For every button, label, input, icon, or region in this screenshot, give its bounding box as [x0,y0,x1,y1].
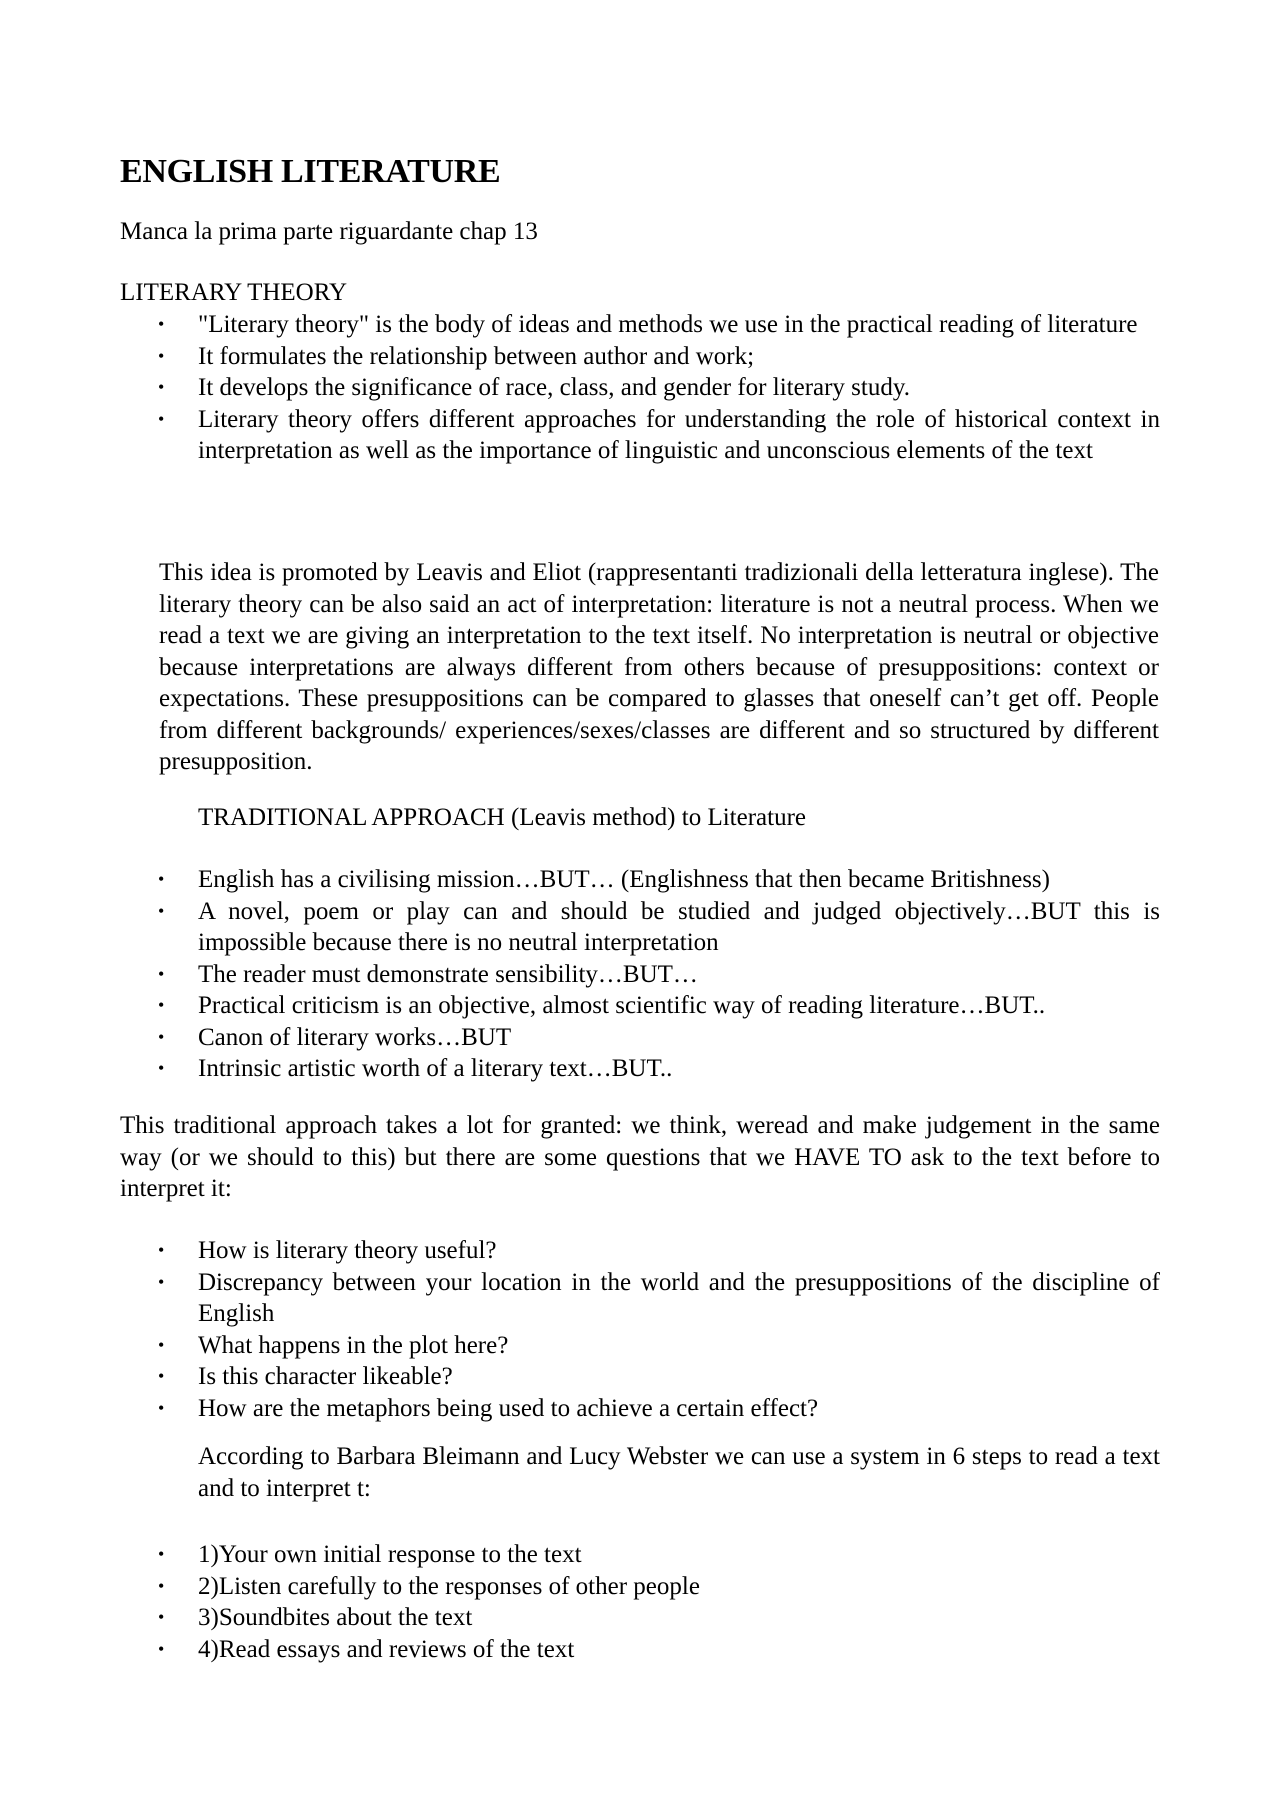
list-item-text: How are the metaphors being used to achieve a certain effect? [198,1394,819,1422]
bullet-icon: • [158,1334,165,1355]
list-item-text: 2)Listen carefully to the responses of other people [198,1572,700,1600]
bullet-icon: • [158,314,165,334]
list-item [120,1330,1160,1362]
bullet-icon: • [158,900,165,921]
bullet-icon: • [158,1607,165,1627]
traditional-approach-paragraph: This traditional approach takes a lot for granted: we think, weread and make judgement in the same way (or we should to this) but there are some questions that we HAVE TO ask to the text before to interpret it: [120,1112,1160,1202]
bullet-icon: • [158,1058,165,1078]
bullet-icon: • [158,1397,165,1418]
list-item-text: What happens in the plot here? [198,1331,509,1359]
bullet-icon: • [158,1366,165,1386]
list-item [120,990,1160,1022]
bullet-icon: • [158,1638,165,1659]
bullet-icon: • [158,408,165,429]
list-item [120,1267,1160,1330]
steps-list [120,1539,1160,1665]
bullet-icon: • [158,377,165,397]
bullet-icon: • [158,1271,165,1292]
bullet-icon: • [158,1026,165,1047]
list-item [120,959,1160,991]
bullet-icon: • [158,995,165,1015]
list-item-text: 1)Your own initial response to the text [198,1541,582,1568]
list-item [120,341,1160,373]
bullet-icon: • [158,963,165,984]
list-item-text: Canon of literary works…BUT [198,1023,512,1051]
list-item [120,1539,1160,1571]
list-item-text: Intrinsic artistic worth of a literary text…BUT.. [198,1055,673,1082]
list-item [120,896,1160,959]
literary-theory-paragraph: This idea is promoted by Leavis and Eliot (rappresentanti tradizionali della letteratura inglese). The literary theory can be also said an act of interpretation: literature is not a neutral process. When we read a text we are giving an interpretation to the text itself. No interpretation is neutral or objective because interpretations are always different from others because of presuppositions: context or expectations. These presuppositions can be compared to glasses that oneself can’t get off. People from different backgrounds/ experiences/sexes/classes are different and so structured by different presupposition. [159,559,1159,775]
list-item [120,372,1160,404]
list-item-text: 3)Soundbites about the text [198,1604,473,1631]
list-item-text: 4)Read essays and reviews of the text [198,1635,575,1663]
list-item-text: It formulates the relationship between author and work; [198,342,755,370]
list-item [120,404,1160,467]
traditional-approach-list [120,864,1160,1085]
list-item [120,1053,1160,1085]
section-heading-traditional-approach: TRADITIONAL APPROACH (Leavis method) to Literature [198,804,806,831]
list-item [120,1393,1160,1425]
list-item-text: Discrepancy between your location in the world and the presuppositions of the discipline of English [198,1268,1160,1327]
list-item-text: How is literary theory useful? [198,1237,497,1264]
note-text: Manca la prima parte riguardante chap 13 [120,218,538,245]
list-item-text: "Literary theory" is the body of ideas and methods we use in the practical reading of literature [198,311,1138,338]
list-item-text: Is this character likeable? [198,1363,453,1390]
list-item-text: Practical criticism is an objective, almost scientific way of reading literature…BUT.. [198,992,1046,1019]
list-item [120,1602,1160,1634]
steps-intro-paragraph: According to Barbara Bleimann and Lucy Webster we can use a system in 6 steps to read a text and to interpret t: [198,1443,1160,1502]
bullet-icon: • [158,869,165,889]
document-title: ENGLISH LITERATURE [120,153,501,190]
list-item-text: It develops the significance of race, class, and gender for literary study. [198,374,910,401]
list-item-text: English has a civilising mission…BUT… (Englishness that then became Britishness) [198,866,1050,893]
questions-list [120,1235,1160,1424]
list-item [120,1634,1160,1666]
list-item [120,309,1160,341]
list-item [120,864,1160,896]
bullet-icon: • [158,345,165,366]
list-item-text: Literary theory offers different approaches for understanding the role of historical context in interpretation as well as the importance of linguistic and unconscious elements of the text [198,405,1160,464]
bullet-icon: • [158,1575,165,1596]
bullet-icon: • [158,1544,165,1564]
list-item [120,1022,1160,1054]
section-heading-literary-theory: LITERARY THEORY [120,279,348,306]
bullet-icon: • [158,1240,165,1260]
list-item-text: A novel, poem or play can and should be studied and judged objectively…BUT this is impossible because there is no neutral interpretation [198,897,1160,956]
list-item [120,1361,1160,1393]
list-item [120,1235,1160,1267]
literary-theory-list [120,309,1160,467]
list-item-text: The reader must demonstrate sensibility…BUT… [198,960,698,988]
list-item [120,1571,1160,1603]
